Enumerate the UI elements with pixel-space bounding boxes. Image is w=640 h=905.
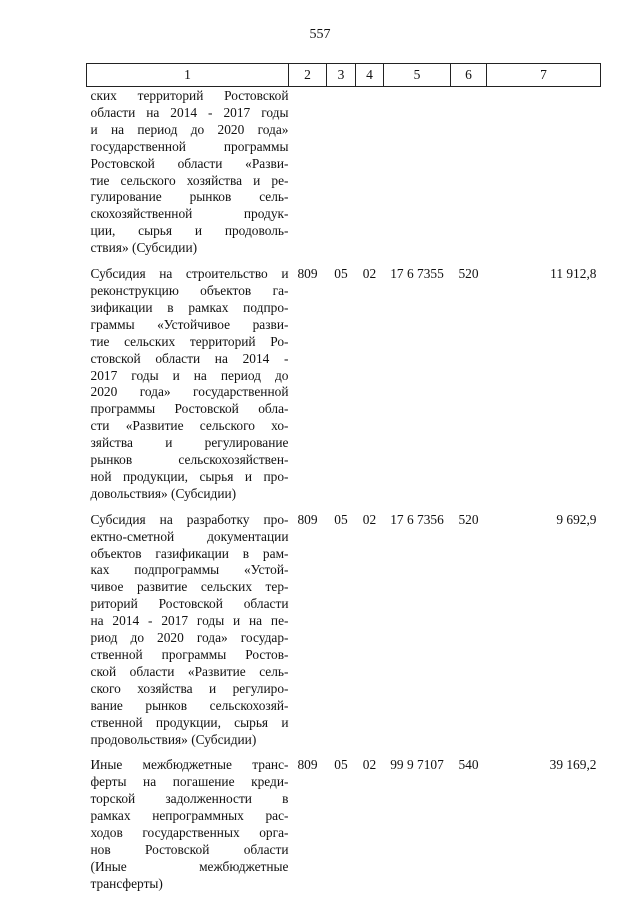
description-line: рамках непрограммных рас- [90, 808, 289, 824]
cell-rz: 05 [334, 757, 348, 773]
description-line: нов Ростовской области [90, 841, 289, 857]
column-number-row [87, 64, 601, 87]
column-header-5: 5 [384, 64, 451, 87]
cell-gr [289, 87, 327, 258]
table-row [87, 748, 601, 892]
cell-vr [451, 87, 487, 258]
cell-amount: 9 692,9 [556, 511, 597, 527]
row-description [87, 257, 289, 503]
description-line: чивое развитие сельских тер- [90, 579, 289, 595]
cell-rz [327, 87, 356, 258]
description-line: объектов газификации в рам- [90, 545, 289, 561]
description-line: (Иные межбюджетные [90, 858, 289, 874]
column-header-6: 6 [451, 64, 487, 87]
description-line: риод до 2020 года» государ- [90, 630, 289, 646]
cell-vr: 520 [458, 511, 479, 527]
description-line: зяйства и регулирование [90, 435, 289, 451]
description-line: ского хозяйства и регулиро- [90, 680, 289, 696]
cell-amount: 39 169,2 [549, 757, 597, 773]
description-line: ских территорий Ростовской [90, 88, 289, 103]
description-line: Иные межбюджетные транс- [90, 757, 289, 773]
description-line: продовольствия» (Субсидии) [90, 731, 257, 747]
description-line: тие сельских территорий Ро- [90, 333, 289, 349]
description-line: Субсидия на разработку про- [90, 511, 289, 527]
cell-gr: 809 [297, 757, 318, 773]
column-header-4: 4 [356, 64, 384, 87]
description-line: ственной программы Ростов- [90, 647, 289, 662]
cell-vr: 540 [458, 757, 479, 773]
description-line: программы Ростовской обла- [90, 401, 289, 417]
description-line: граммы «Устойчивое разви- [90, 316, 289, 332]
column-header-1: 1 [87, 64, 289, 87]
description-line: торской задолженности в [90, 791, 289, 807]
description-line: Субсидия на строительство и [90, 266, 289, 282]
description-line: 2020 года» государственной [90, 384, 289, 400]
column-header-2: 2 [289, 64, 327, 87]
description-line: на 2014 - 2017 годы и на пе- [90, 613, 289, 629]
row-description [87, 503, 289, 749]
description-line: сти «Развитие сельского хо- [90, 418, 289, 434]
table-row [87, 87, 601, 258]
row-description [87, 748, 289, 892]
description-line: ходов государственных орга- [90, 825, 289, 841]
description-line: ектно-сметной документации [90, 528, 289, 544]
description-line: ствия» (Субсидии) [90, 240, 198, 256]
table-row [87, 257, 601, 503]
description-line: 2017 годы и на период до [90, 367, 289, 383]
description-line: скохозяйственной продук- [90, 206, 289, 222]
table-row [87, 503, 601, 749]
description-line: реконструкцию объектов га- [90, 282, 289, 298]
description-line: риторий Ростовской области [90, 596, 289, 612]
description-line: вание рынков сельскохозяй- [90, 697, 289, 713]
description-line: государственной программы [90, 138, 289, 154]
description-line: трансферты) [90, 875, 163, 891]
description-line: области на 2014 - 2017 годы [90, 104, 289, 120]
description-line: и на период до 2020 года» [90, 121, 289, 137]
cell-amount [487, 87, 601, 258]
cell-pr: 02 [362, 266, 377, 282]
cell-gr: 809 [297, 511, 318, 527]
description-line: ферты на погашение креди- [90, 774, 289, 790]
cell-rz: 05 [334, 266, 348, 282]
description-line: ской области «Развитие сель- [90, 663, 289, 679]
cell-csr: 17 6 7355 [390, 266, 444, 282]
cell-pr [356, 87, 384, 258]
page-number: 557 [309, 27, 331, 42]
cell-csr [384, 87, 451, 258]
column-header-7: 7 [487, 64, 601, 87]
description-line: рынков сельскохозяйствен- [90, 452, 289, 468]
cell-rz: 05 [334, 511, 348, 527]
cell-pr: 02 [362, 757, 377, 773]
cell-csr: 99 9 7107 [390, 757, 444, 773]
description-line: довольствия» (Субсидии) [90, 485, 237, 501]
description-line: тие сельского хозяйства и ре- [90, 172, 289, 188]
description-line: зификации в рамках подпро- [90, 299, 289, 315]
cell-pr: 02 [362, 511, 377, 527]
description-line: Ростовской области «Разви- [90, 155, 289, 171]
description-line: гулирование рынков сель- [90, 189, 289, 205]
cell-gr: 809 [297, 266, 318, 282]
cell-csr: 17 6 7356 [390, 511, 444, 527]
budget-table [86, 63, 601, 893]
cell-vr: 520 [458, 266, 479, 282]
row-description [87, 87, 289, 258]
description-line: ции, сырья и продоволь- [90, 223, 289, 239]
column-header-3: 3 [327, 64, 356, 87]
description-line: стовской области на 2014 - [90, 350, 289, 366]
table-header [87, 64, 601, 87]
cell-amount: 11 912,8 [550, 266, 597, 282]
description-line: ственной продукции, сырья и [90, 714, 289, 730]
table-body [87, 87, 601, 893]
description-line: ной продукции, сырья и про- [90, 468, 289, 484]
description-line: ках подпрограммы «Устой- [90, 562, 289, 578]
